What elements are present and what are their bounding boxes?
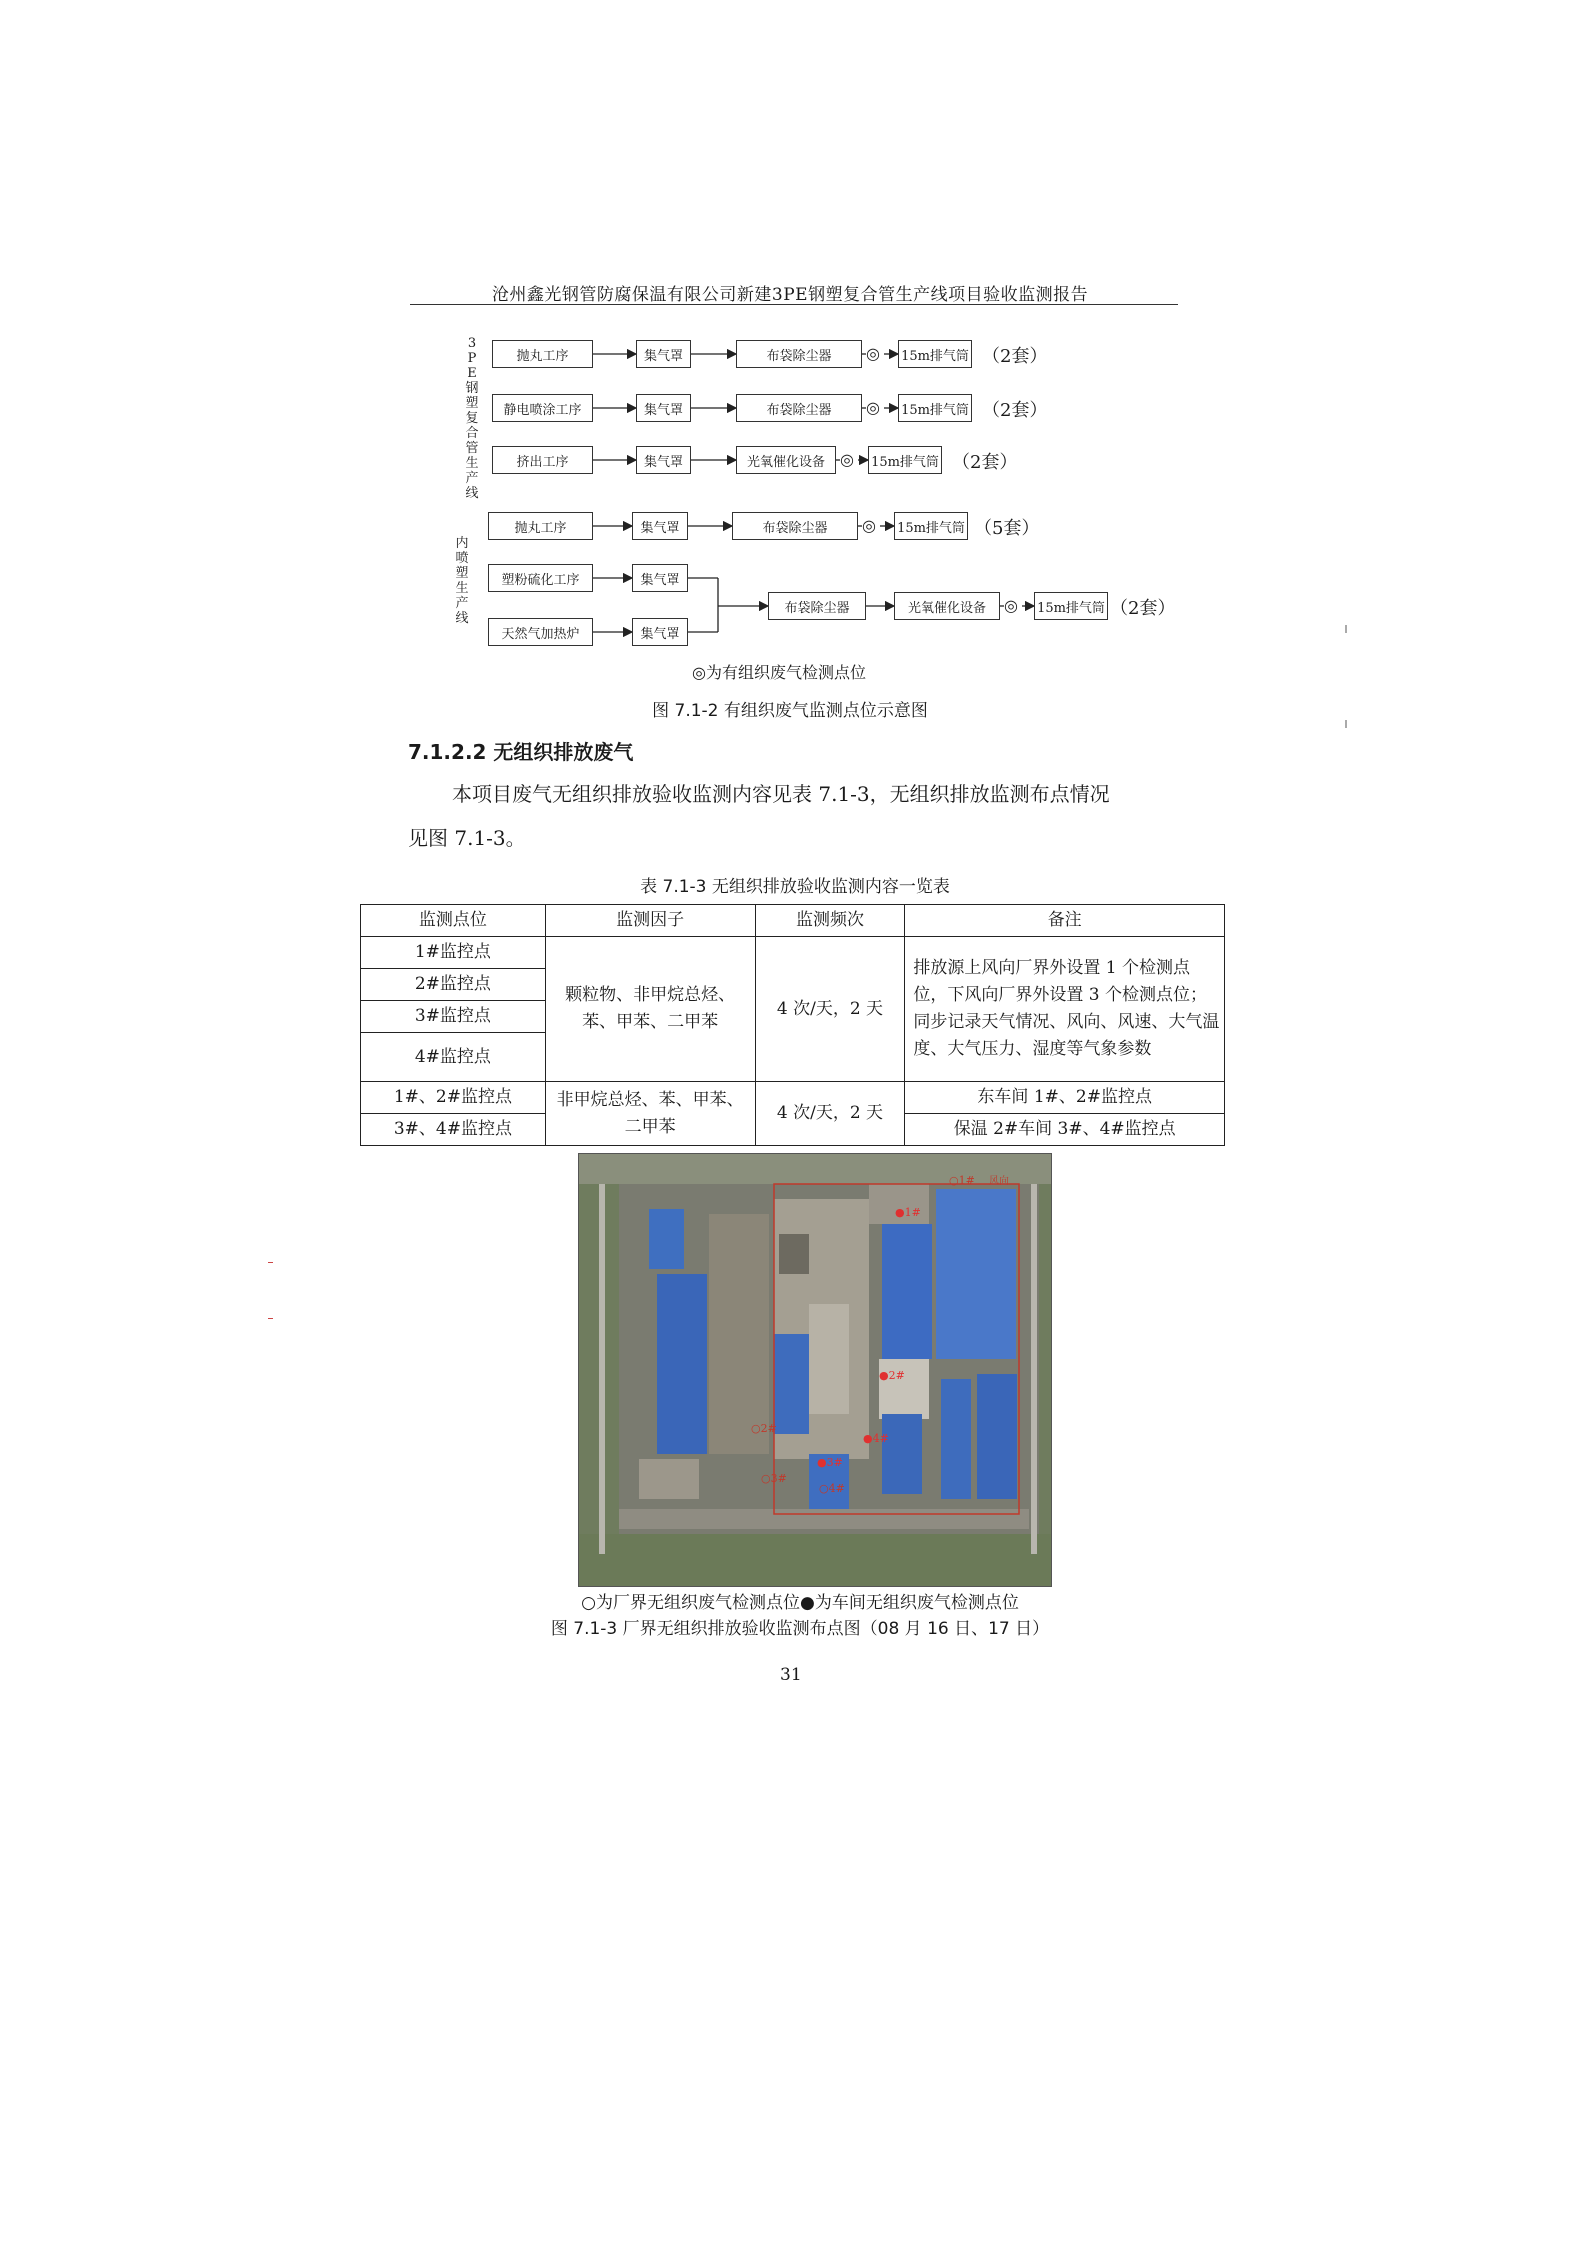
scan-mark bbox=[268, 1318, 273, 1319]
map-legend: ○为厂界无组织废气检测点位●为车间无组织废气检测点位 bbox=[581, 1593, 1019, 1613]
stack-box: 15m排气筒 bbox=[894, 512, 968, 540]
note-cell: 东车间 1#、2#监控点 bbox=[905, 1082, 1225, 1114]
point-label: ●1# bbox=[895, 1206, 921, 1219]
stack-box: 15m排气筒 bbox=[898, 394, 972, 422]
point-label: ○3# bbox=[761, 1472, 787, 1485]
collector-box: 集气罩 bbox=[636, 394, 691, 422]
factor-cell: 非甲烷总烃、苯、甲苯、二甲苯 bbox=[545, 1082, 755, 1146]
collector-box: 集气罩 bbox=[636, 340, 691, 368]
scan-mark bbox=[1345, 720, 1347, 728]
frequency-cell: 4 次/天，2 天 bbox=[755, 937, 905, 1082]
set-count: （5套） bbox=[974, 518, 1040, 539]
point-label: ●2# bbox=[879, 1369, 905, 1382]
collector-box: 集气罩 bbox=[632, 512, 688, 540]
point-cell: 4#监控点 bbox=[361, 1033, 546, 1082]
group-label-3pe: 3PE钢塑复合管生产线 bbox=[465, 336, 479, 501]
treatment-box: 布袋除尘器 bbox=[736, 340, 862, 368]
monitor-point-icon: ◎ bbox=[862, 516, 876, 535]
note-cell: 保温 2#车间 3#、4#监控点 bbox=[905, 1114, 1225, 1146]
header-cell: 监测因子 bbox=[545, 905, 755, 937]
treatment-box-photo-oxidation: 光氧催化设备 bbox=[894, 592, 1000, 620]
point-label: ●4# bbox=[863, 1432, 889, 1445]
aerial-site-map bbox=[578, 1153, 1052, 1587]
wind-label: 风向 bbox=[989, 1176, 1009, 1187]
set-count: （2套） bbox=[1110, 598, 1176, 619]
process-box-extrusion: 挤出工序 bbox=[492, 446, 593, 474]
header-cell: 监测频次 bbox=[755, 905, 905, 937]
stack-box: 15m排气筒 bbox=[898, 340, 972, 368]
flow-diagram bbox=[0, 0, 1587, 680]
point-label: ○2# bbox=[751, 1422, 777, 1435]
collector-box: 集气罩 bbox=[636, 446, 691, 474]
monitor-point-icon: ◎ bbox=[866, 344, 880, 363]
process-box-shot-blasting: 抛丸工序 bbox=[492, 340, 593, 368]
treatment-box: 光氧催化设备 bbox=[736, 446, 836, 474]
body-paragraph-line2: 见图 7.1-3。 bbox=[408, 826, 526, 850]
set-count: （2套） bbox=[952, 452, 1018, 473]
note-cell: 排放源上风向厂界外设置 1 个检测点位，下风向厂界外设置 3 个检测点位；同步记录天气情况、风向、风速、大气温度、大气压力、湿度等气象参数 bbox=[905, 937, 1225, 1082]
monitor-point-icon: ◎ bbox=[1004, 596, 1018, 615]
figure-caption: 图 7.1-2 有组织废气监测点位示意图 bbox=[652, 701, 928, 721]
group-label-inner-spray: 内喷塑生产线 bbox=[455, 536, 469, 626]
monitoring-table bbox=[360, 904, 1225, 1146]
process-box-electrostatic-spray: 静电喷涂工序 bbox=[492, 394, 593, 422]
aerial-map-drawing bbox=[579, 1154, 1051, 1586]
treatment-box: 布袋除尘器 bbox=[732, 512, 858, 540]
treatment-box: 布袋除尘器 bbox=[736, 394, 862, 422]
stack-box: 15m排气筒 bbox=[868, 446, 942, 474]
point-cell: 1#监控点 bbox=[361, 937, 546, 969]
process-box-gas-furnace: 天然气加热炉 bbox=[488, 618, 593, 646]
set-count: （2套） bbox=[982, 346, 1048, 367]
set-count: （2套） bbox=[982, 400, 1048, 421]
treatment-box-bag-filter: 布袋除尘器 bbox=[768, 592, 866, 620]
figure-caption: 图 7.1-3 厂界无组织排放验收监测布点图（08 月 16 日、17 日） bbox=[550, 1619, 1050, 1639]
point-label: ○1# bbox=[949, 1174, 975, 1187]
point-cell: 2#监控点 bbox=[361, 969, 546, 1001]
process-box-shot-blasting: 抛丸工序 bbox=[488, 512, 593, 540]
table-caption: 表 7.1-3 无组织排放验收监测内容一览表 bbox=[640, 877, 950, 897]
page-header: 沧州鑫光钢管防腐保温有限公司新建3PE钢塑复合管生产线项目验收监测报告 bbox=[491, 285, 1089, 305]
point-cell: 1#、2#监控点 bbox=[361, 1082, 546, 1114]
body-paragraph-line1: 本项目废气无组织排放验收监测内容见表 7.1-3，无组织排放监测布点情况 bbox=[452, 782, 1110, 806]
point-cell: 3#监控点 bbox=[361, 1001, 546, 1033]
frequency-cell: 4 次/天，2 天 bbox=[755, 1082, 905, 1146]
scan-mark bbox=[268, 1262, 273, 1263]
monitor-point-icon: ◎ bbox=[840, 450, 854, 469]
collector-box: 集气罩 bbox=[632, 564, 688, 592]
table-row bbox=[361, 937, 1225, 969]
header-cell: 监测点位 bbox=[361, 905, 546, 937]
table-header-row bbox=[361, 905, 1225, 937]
factor-cell: 颗粒物、非甲烷总烃、苯、甲苯、二甲苯 bbox=[545, 937, 755, 1082]
header-cell: 备注 bbox=[905, 905, 1225, 937]
page-number: 31 bbox=[780, 1665, 802, 1685]
process-box-powder-curing: 塑粉硫化工序 bbox=[488, 564, 593, 592]
point-label: ●3# bbox=[817, 1456, 843, 1469]
scan-mark bbox=[1345, 625, 1347, 633]
monitor-point-icon: ◎ bbox=[866, 398, 880, 417]
collector-box: 集气罩 bbox=[632, 618, 688, 646]
point-label: ○4# bbox=[819, 1482, 845, 1495]
stack-box: 15m排气筒 bbox=[1034, 592, 1108, 620]
point-cell: 3#、4#监控点 bbox=[361, 1114, 546, 1146]
diagram-legend: ◎为有组织废气检测点位 bbox=[692, 663, 866, 682]
section-heading: 7.1.2.2 无组织排放废气 bbox=[408, 740, 634, 764]
table-row bbox=[361, 1082, 1225, 1114]
